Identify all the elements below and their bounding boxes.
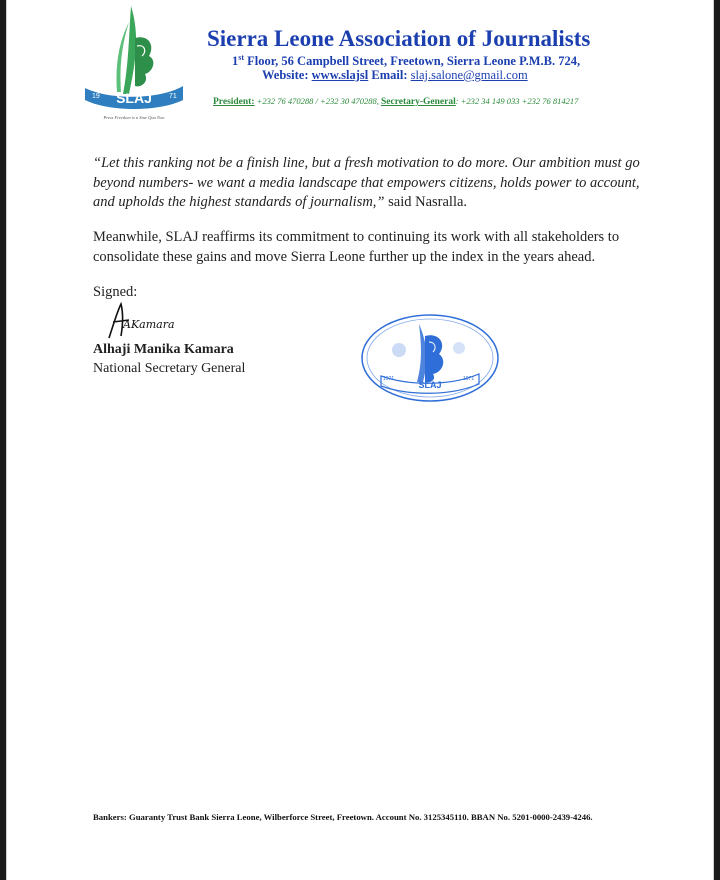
- logo-motto: Press Freedom is a Sine Qua Non: [103, 115, 165, 120]
- stamp-text: SLAJ: [418, 380, 442, 390]
- commitment-paragraph: Meanwhile, SLAJ reaffirms its commitment to continuing its work with all stakeholders to consolidate these gains and move Sierra Leone further up the index in the years ahead.: [93, 229, 620, 265]
- logo-text: SLAJ: [116, 90, 152, 106]
- slaj-logo-icon: [79, 2, 189, 124]
- president-phones: +232 76 470288 / +232 30 470288,: [256, 96, 379, 106]
- bank-details-footer: Bankers: Guaranty Trust Bank Sierra Leone, Wilberforce Street, Freetown. Account No. 3125345110. BBAN No. 5201-0000-2439-4246.: [93, 812, 593, 822]
- address-line: [232, 53, 580, 69]
- signature-icon: [99, 298, 179, 344]
- contact-line: [262, 68, 528, 83]
- secretary-label: Secretary-General: [380, 97, 456, 107]
- website-link[interactable]: www.slajsl: [311, 68, 369, 82]
- signed-label: Signed:: [93, 284, 138, 300]
- signatory-name: Alhaji Manika Kamara: [93, 342, 234, 357]
- secretary-phones: : +232 34 149 033 +232 76 814217: [455, 96, 579, 106]
- email-label: Email:: [371, 68, 411, 82]
- stamp-year-left: 1971: [383, 376, 395, 382]
- address-floor-suffix: st: [238, 53, 245, 62]
- president-label: President:: [213, 97, 255, 107]
- address-rest: Floor, 56 Campbell Street, Freetown, Sierra Leone P.M.B. 724,: [244, 54, 581, 69]
- logo-year-right: 71: [169, 93, 177, 100]
- logo-year-left: 19: [92, 93, 100, 100]
- quote-attribution: said Nasralla.: [384, 194, 468, 210]
- officers-line: [213, 96, 578, 107]
- email-link[interactable]: slaj.salone@gmail.com: [410, 68, 528, 82]
- website-label: Website:: [262, 68, 312, 82]
- quote-text: “Let this ranking not be a finish line, but a fresh motivation to do more. Our ambition must go beyond numbers- we want a media landscape that empowers citizens, holds power to account, and upholds the highest standards of journalism,”: [93, 155, 640, 210]
- address-floor: 1: [232, 54, 239, 69]
- letter-page: [6, 0, 714, 880]
- signature-text: AKamara: [123, 318, 175, 331]
- slaj-stamp-icon: [359, 312, 501, 404]
- quote-paragraph: [93, 154, 641, 213]
- signatory-title: National Secretary General: [93, 361, 246, 376]
- stamp-year-right: 1971: [463, 376, 475, 382]
- organization-name: Sierra Leone Association of Journalists: [207, 26, 591, 51]
